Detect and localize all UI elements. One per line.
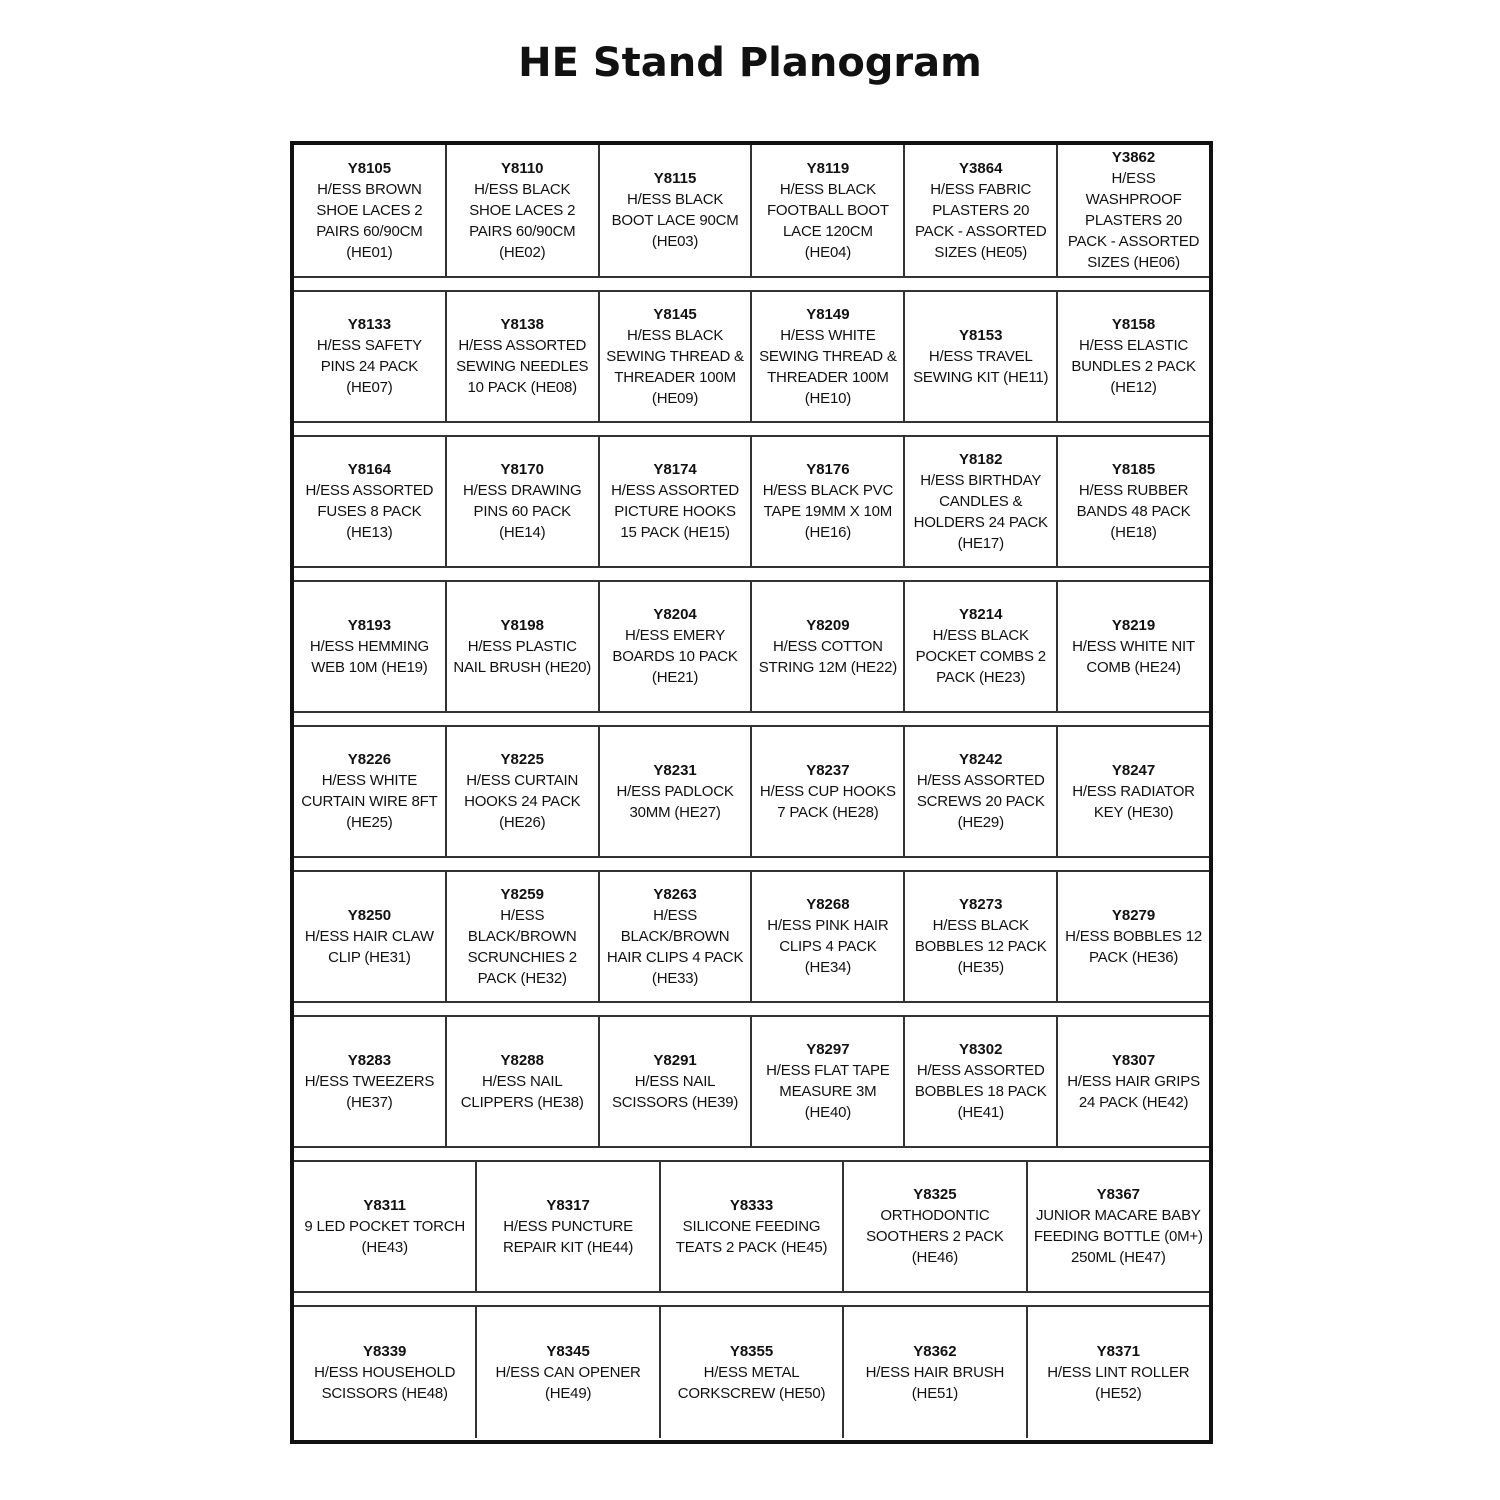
product-code: Y8185 — [1111, 461, 1156, 478]
product-code: Y8355 — [729, 1342, 774, 1360]
product-code: Y8242 — [959, 751, 1003, 768]
product-slot — [600, 437, 753, 566]
product-slot — [447, 727, 600, 856]
product-slot — [294, 1307, 477, 1438]
product-code: Y8268 — [806, 896, 850, 913]
product-slot — [844, 1162, 1027, 1291]
shelf-row — [294, 725, 1209, 858]
product-description: H/ESS HAIR GRIPS 24 PACK (HE42) — [1067, 1072, 1200, 1111]
product-code: Y8339 — [363, 1342, 407, 1360]
product-description: H/ESS ELASTIC BUNDLES 2 PACK (HE12) — [1071, 337, 1196, 396]
product-description: SILICONE FEEDING TEATS 2 PACK (HE45) — [675, 1217, 828, 1256]
product-slot — [600, 145, 753, 276]
product-description: H/ESS PADLOCK 30MM (HE27) — [616, 782, 734, 821]
product-description: H/ESS ASSORTED BOBBLES 18 PACK (HE41) — [914, 1062, 1047, 1121]
product-description: H/ESS CAN OPENER (HE49) — [495, 1363, 641, 1402]
product-description: H/ESS HAIR BRUSH (HE51) — [865, 1363, 1005, 1402]
product-description: H/ESS WHITE NIT COMB (HE24) — [1072, 637, 1195, 676]
product-code: Y8288 — [500, 1051, 544, 1069]
product-code: Y3864 — [959, 159, 1003, 177]
product-code: Y8302 — [959, 1041, 1003, 1058]
product-description: H/ESS BLACK POCKET COMBS 2 PACK (HE23) — [915, 627, 1046, 686]
product-description: H/ESS BLACK BOBBLES 12 PACK (HE35) — [914, 917, 1047, 976]
product-code: Y8250 — [347, 906, 392, 924]
product-code: Y8371 — [1096, 1342, 1141, 1360]
product-description: H/ESS TRAVEL SEWING KIT (HE11) — [913, 347, 1049, 386]
product-description: H/ESS BROWN SHOE LACES 2 PAIRS 60/90CM (HE01) — [316, 180, 423, 261]
product-slot — [905, 872, 1058, 1001]
product-code: Y8149 — [806, 305, 850, 323]
shelf-row — [294, 435, 1209, 568]
product-description: H/ESS PINK HAIR CLIPS 4 PACK (HE34) — [767, 917, 889, 976]
product-code: Y8231 — [653, 761, 697, 779]
product-slot — [1058, 872, 1209, 1001]
product-description: H/ESS BLACK SEWING THREAD & THREADER 100M (HE09) — [606, 326, 744, 407]
product-code: Y8193 — [347, 616, 392, 634]
product-slot — [600, 292, 753, 421]
product-code: Y8247 — [1111, 761, 1156, 779]
product-description: H/ESS BLACK PVC TAPE 19MM X 10M (HE16) — [762, 482, 894, 541]
product-slot — [1028, 1162, 1209, 1291]
product-code: Y8311 — [363, 1196, 406, 1214]
product-code: Y8182 — [959, 450, 1003, 468]
product-code: Y8225 — [500, 751, 544, 768]
product-slot — [294, 1017, 447, 1146]
product-code: Y8133 — [347, 316, 392, 333]
product-code: Y8279 — [1111, 906, 1156, 924]
planogram-grid — [290, 141, 1213, 1444]
product-slot — [294, 292, 447, 421]
product-code: Y8176 — [806, 461, 850, 478]
product-description: H/ESS BLACK BOOT LACE 90CM (HE03) — [611, 191, 739, 250]
product-slot — [752, 1017, 905, 1146]
product-slot — [294, 727, 447, 856]
product-code: Y8105 — [347, 159, 392, 177]
product-description: H/ESS NAIL SCISSORS (HE39) — [611, 1072, 739, 1111]
product-slot — [661, 1307, 844, 1438]
shelf-row — [294, 290, 1209, 423]
product-code: Y8170 — [500, 461, 544, 478]
product-code: Y8297 — [806, 1041, 850, 1058]
product-code: Y8158 — [1111, 316, 1156, 333]
product-slot — [905, 145, 1058, 276]
product-description: H/ESS HAIR CLAW CLIP (HE31) — [304, 927, 434, 966]
product-description: H/ESS BIRTHDAY CANDLES & HOLDERS 24 PACK (HE17) — [913, 471, 1048, 552]
product-description: H/ESS ASSORTED SCREWS 20 PACK (HE29) — [916, 772, 1045, 831]
product-description: H/ESS HOUSEHOLD SCISSORS (HE48) — [314, 1363, 456, 1402]
product-code: Y8145 — [653, 305, 697, 323]
product-description: H/ESS PUNCTURE REPAIR KIT (HE44) — [502, 1217, 634, 1256]
product-code: Y8325 — [913, 1186, 957, 1203]
product-description: H/ESS ASSORTED PICTURE HOOKS 15 PACK (HE15) — [611, 482, 739, 541]
product-slot — [294, 1162, 477, 1291]
product-slot — [752, 145, 905, 276]
page-title: HE Stand Planogram — [518, 40, 982, 86]
product-slot — [1058, 727, 1209, 856]
product-description: H/ESS FABRIC PLASTERS 20 PACK - ASSORTED SIZES (HE05) — [914, 180, 1047, 261]
product-description: H/ESS NAIL CLIPPERS (HE38) — [460, 1072, 584, 1111]
product-code: Y8204 — [653, 606, 697, 623]
product-description: H/ESS TWEEZERS (HE37) — [304, 1072, 435, 1111]
product-code: Y8367 — [1096, 1186, 1141, 1203]
product-code: Y8119 — [806, 159, 850, 177]
shelf-row — [294, 1305, 1209, 1438]
product-code: Y8263 — [653, 885, 697, 903]
product-slot — [905, 582, 1058, 711]
product-code: Y8153 — [959, 326, 1003, 344]
product-slot — [447, 872, 600, 1001]
product-slot — [905, 437, 1058, 566]
product-slot — [447, 437, 600, 566]
product-slot — [447, 292, 600, 421]
product-code: Y8333 — [729, 1196, 774, 1214]
product-code: Y8219 — [1111, 616, 1156, 634]
product-description: H/ESS BLACK/BROWN SCRUNCHIES 2 PACK (HE32) — [467, 906, 577, 987]
product-description: H/ESS RADIATOR KEY (HE30) — [1072, 782, 1195, 821]
product-code: Y8259 — [500, 885, 544, 903]
product-code: Y8164 — [347, 461, 392, 478]
product-code: Y8237 — [806, 761, 850, 779]
product-slot — [1058, 292, 1209, 421]
product-code: Y8214 — [959, 606, 1003, 623]
product-slot — [477, 1162, 660, 1291]
product-description: H/ESS HEMMING WEB 10M (HE19) — [309, 637, 429, 676]
product-slot — [294, 145, 447, 276]
product-code: Y8115 — [653, 170, 697, 187]
product-slot — [1058, 145, 1209, 276]
product-slot — [1028, 1307, 1209, 1438]
product-slot — [752, 292, 905, 421]
product-description: H/ESS BOBBLES 12 PACK (HE36) — [1065, 927, 1202, 966]
shelf-row — [294, 1160, 1209, 1293]
product-slot — [752, 872, 905, 1001]
product-code: Y8209 — [806, 616, 850, 634]
product-description: H/ESS FLAT TAPE MEASURE 3M (HE40) — [766, 1062, 890, 1121]
product-slot — [600, 727, 753, 856]
product-slot — [905, 727, 1058, 856]
shelf-row — [294, 145, 1209, 278]
product-slot — [447, 145, 600, 276]
product-slot — [477, 1307, 660, 1438]
product-slot — [447, 582, 600, 711]
product-description: H/ESS ASSORTED SEWING NEEDLES 10 PACK (HE08) — [456, 337, 589, 396]
shelf-row — [294, 580, 1209, 713]
product-slot — [600, 872, 753, 1001]
product-slot — [752, 727, 905, 856]
product-code: Y8283 — [347, 1051, 392, 1069]
product-description: H/ESS LINT ROLLER (HE52) — [1047, 1363, 1190, 1402]
product-slot — [447, 1017, 600, 1146]
product-slot — [294, 437, 447, 566]
product-slot — [1058, 437, 1209, 566]
product-description: H/ESS COTTON STRING 12M (HE22) — [758, 637, 898, 676]
product-slot — [661, 1162, 844, 1291]
product-code: Y8110 — [500, 159, 544, 177]
product-slot — [752, 582, 905, 711]
product-slot — [600, 1017, 753, 1146]
product-code: Y8345 — [546, 1342, 590, 1360]
product-description: H/ESS SAFETY PINS 24 PACK (HE07) — [316, 337, 422, 396]
product-slot — [294, 582, 447, 711]
product-code: Y8226 — [347, 751, 392, 768]
product-description: H/ESS METAL CORKSCREW (HE50) — [677, 1363, 826, 1402]
product-slot — [905, 1017, 1058, 1146]
product-slot — [905, 292, 1058, 421]
product-slot — [1058, 582, 1209, 711]
product-description: H/ESS DRAWING PINS 60 PACK (HE14) — [462, 482, 582, 541]
product-code: Y8273 — [959, 896, 1003, 913]
product-slot — [600, 582, 753, 711]
product-description: H/ESS BLACK FOOTBALL BOOT LACE 120CM (HE04) — [766, 180, 889, 261]
product-description: H/ESS ASSORTED FUSES 8 PACK (HE13) — [305, 482, 434, 541]
product-description: ORTHODONTIC SOOTHERS 2 PACK (HE46) — [866, 1207, 1004, 1266]
product-code: Y8291 — [653, 1051, 697, 1069]
product-code: Y8198 — [500, 616, 544, 634]
shelf-row — [294, 870, 1209, 1003]
product-code: Y8362 — [913, 1342, 957, 1360]
product-description: 9 LED POCKET TORCH (HE43) — [304, 1217, 466, 1256]
product-description: H/ESS EMERY BOARDS 10 PACK (HE21) — [612, 627, 738, 686]
product-description: H/ESS WHITE CURTAIN WIRE 8FT (HE25) — [301, 772, 438, 831]
product-code: Y8307 — [1111, 1051, 1156, 1069]
product-description: H/ESS RUBBER BANDS 48 PACK (HE18) — [1076, 482, 1191, 541]
shelf-row — [294, 1015, 1209, 1148]
product-description: H/ESS PLASTIC NAIL BRUSH (HE20) — [453, 637, 592, 676]
product-description: H/ESS CURTAIN HOOKS 24 PACK (HE26) — [464, 772, 581, 831]
product-slot — [752, 437, 905, 566]
product-description: H/ESS WASHPROOF PLASTERS 20 PACK - ASSORTED SIZES (HE06) — [1067, 170, 1200, 271]
product-description: H/ESS CUP HOOKS 7 PACK (HE28) — [759, 782, 896, 821]
product-code: Y8317 — [546, 1196, 590, 1214]
product-code: Y8174 — [653, 461, 697, 478]
product-slot — [294, 872, 447, 1001]
product-description: H/ESS WHITE SEWING THREAD & THREADER 100M (HE10) — [759, 326, 897, 407]
product-code: Y8138 — [500, 316, 544, 333]
product-slot — [1058, 1017, 1209, 1146]
product-description: JUNIOR MACARE BABY FEEDING BOTTLE (0M+) 250ML (HE47) — [1033, 1207, 1203, 1266]
product-description: H/ESS BLACK SHOE LACES 2 PAIRS 60/90CM (HE02) — [469, 180, 576, 261]
product-description: H/ESS BLACK/BROWN HAIR CLIPS 4 PACK (HE33) — [606, 906, 744, 987]
product-code: Y3862 — [1111, 149, 1156, 166]
product-slot — [844, 1307, 1027, 1438]
